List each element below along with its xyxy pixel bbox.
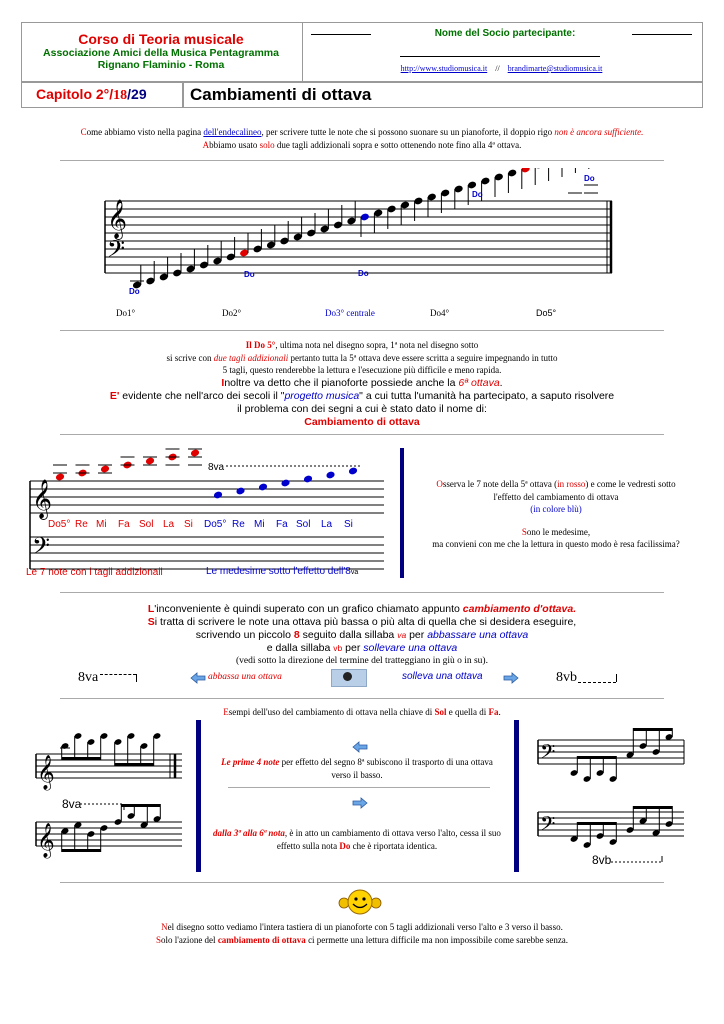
text: (in colore blù) bbox=[530, 504, 582, 514]
note-name: La bbox=[163, 519, 175, 530]
text: 5 tagli, questo renderebbe la lettura e l'esecuzione più difficile e meno rapida. bbox=[222, 365, 502, 375]
note-beam bbox=[62, 849, 101, 852]
example-caption-1 bbox=[212, 756, 502, 781]
ottava-alta-mark bbox=[78, 670, 98, 686]
divider bbox=[60, 698, 664, 699]
emphasis: vb bbox=[333, 643, 343, 653]
note-name: Si bbox=[184, 519, 193, 530]
association-name: Associazione Amici della Musica Pentagramma bbox=[43, 47, 279, 59]
text: seguito dalla sillaba bbox=[299, 629, 398, 641]
do-label: Do bbox=[358, 269, 369, 278]
text: per bbox=[342, 642, 364, 654]
emphasis: Le prime 4 note bbox=[221, 757, 280, 767]
emphasis: 8 bbox=[293, 629, 300, 641]
dropcap: L bbox=[147, 603, 155, 615]
note-beam bbox=[633, 806, 672, 809]
location: Rignano Flaminio - Roma bbox=[97, 59, 225, 71]
ottava-mark: 8va bbox=[62, 798, 82, 811]
ottava-dash bbox=[100, 674, 136, 675]
blue-note bbox=[348, 467, 358, 476]
emphasis: in rosso bbox=[557, 479, 586, 489]
member-label: Nome del Socio partecipante: bbox=[434, 28, 576, 39]
text: noltre va detto che il pianoforte possiede anche la bbox=[224, 376, 459, 389]
text: pertanto tutta la 5ª ottava deve essere scritta a seguire impegnando in tutto bbox=[288, 352, 558, 363]
chapter-page: 18 bbox=[113, 88, 128, 103]
arrow-left-icon bbox=[352, 741, 368, 753]
octave-label: Do2° bbox=[222, 308, 242, 318]
divider bbox=[60, 592, 664, 593]
endecalineo-link[interactable]: dell'endecalineo bbox=[203, 127, 262, 137]
blue-note bbox=[258, 483, 268, 492]
side-note bbox=[408, 478, 704, 551]
header-links bbox=[302, 64, 701, 73]
text: olo l'azione del bbox=[160, 935, 218, 945]
note-name: Re bbox=[75, 519, 88, 530]
dropcap: O bbox=[436, 479, 443, 489]
note-name: Mi bbox=[254, 519, 265, 530]
example-bar-right bbox=[514, 720, 519, 872]
red-notes bbox=[53, 449, 202, 482]
treble-clef-icon: 𝄞 bbox=[37, 824, 55, 857]
bass-example-1 bbox=[534, 728, 694, 790]
emphasis: Fa bbox=[488, 707, 499, 717]
para2 bbox=[20, 339, 704, 429]
member-name-line bbox=[400, 56, 600, 57]
section-title: Cambiamento di ottava bbox=[304, 415, 420, 428]
treble-example-2 bbox=[32, 798, 192, 868]
emphasis: non è ancora sufficiente. bbox=[554, 127, 644, 137]
ottava-dash bbox=[578, 682, 616, 683]
blue-note bbox=[325, 471, 335, 480]
text: , è in atto un cambiamento di ottava verso l'alto, cessa il suo effetto sulla nota bbox=[276, 828, 501, 851]
text: per effetto del segno 8ª subiscono il trasporto di una ottava verso il basso. bbox=[279, 757, 493, 780]
dropcap: I bbox=[221, 376, 225, 389]
text: l'effetto del cambiamento di ottava bbox=[493, 491, 619, 502]
do-label: Do bbox=[244, 270, 255, 279]
arrow-right-icon bbox=[503, 672, 519, 684]
emphasis: solo bbox=[259, 140, 275, 150]
note-name: Mi bbox=[96, 519, 107, 530]
caption-sup: va bbox=[350, 569, 359, 576]
arrow-right-label: solleva una ottava bbox=[402, 671, 483, 682]
website-link[interactable]: http://www.studiomusica.it bbox=[400, 64, 488, 73]
email-link[interactable]: brandimarte@studiomusica.it bbox=[507, 64, 603, 73]
dropcap: E bbox=[223, 707, 229, 717]
red-note bbox=[100, 465, 110, 474]
note-beam bbox=[577, 822, 616, 825]
text: . bbox=[499, 376, 503, 389]
note-name: Do5° bbox=[204, 519, 227, 530]
text: e quella di bbox=[446, 707, 489, 717]
text: si scrive con bbox=[166, 352, 214, 363]
ottava-mark: 8va bbox=[208, 462, 225, 473]
para3 bbox=[20, 603, 704, 668]
blue-note bbox=[235, 487, 245, 496]
chapter-title: Cambiamenti di ottava bbox=[190, 85, 372, 104]
text: due tagli addizionali sopra e sotto ottenendo note fino alla 4ª ottava. bbox=[274, 140, 522, 150]
examples-heading bbox=[20, 707, 704, 717]
emphasis: cambiamento di ottava bbox=[217, 935, 306, 945]
course-title: Corso di Teoria musicale bbox=[78, 31, 244, 47]
mouse-glyph bbox=[343, 672, 352, 681]
header-rule-right bbox=[632, 34, 692, 35]
legend-row bbox=[0, 668, 724, 692]
blue-note bbox=[213, 491, 223, 500]
chapter-prefix: Capitolo 2°/ bbox=[36, 86, 114, 102]
emphasis: va bbox=[397, 630, 407, 640]
footer-text bbox=[20, 921, 704, 947]
header-rule-left bbox=[311, 34, 371, 35]
dropcap: E' bbox=[109, 389, 120, 402]
caption-blue bbox=[206, 566, 358, 577]
example-bar-left bbox=[196, 720, 201, 872]
red-note bbox=[55, 473, 65, 482]
link-separator: // bbox=[495, 64, 500, 73]
octave-label: Do4° bbox=[430, 308, 450, 318]
emphasis: dalla 3ª alla 6ª nota bbox=[213, 828, 285, 838]
ottava-tick bbox=[616, 674, 617, 682]
arrow-right-icon bbox=[352, 797, 368, 809]
note-name: Sol bbox=[296, 519, 311, 530]
side-bar bbox=[400, 448, 404, 578]
divider bbox=[60, 882, 664, 883]
text: sserva le 7 note della 5ª ottava ( bbox=[442, 479, 558, 489]
dropcap: S bbox=[521, 526, 527, 537]
text: " a cui tutta l'umanità ha partecipato, a saputo risolvere bbox=[359, 389, 615, 402]
octave-label: Do5° bbox=[536, 308, 557, 318]
note-name: Fa bbox=[276, 519, 288, 530]
note-name: Re bbox=[232, 519, 245, 530]
chapter-total: /29 bbox=[127, 86, 147, 102]
intro-text bbox=[20, 126, 704, 152]
text: evidente che nell'arco dei secoli il " bbox=[119, 389, 285, 402]
text: ) e come le vedresti sotto bbox=[585, 479, 676, 489]
do-label: Do bbox=[584, 174, 595, 183]
divider bbox=[60, 330, 664, 331]
note-name: Fa bbox=[118, 519, 130, 530]
note-beam bbox=[633, 728, 672, 731]
treble-clef-icon: 𝄞 bbox=[107, 200, 128, 238]
emphasis: Sol bbox=[434, 707, 447, 717]
dropcap: C bbox=[80, 127, 87, 137]
divider bbox=[228, 787, 490, 788]
emphasis: progetto musica bbox=[284, 389, 360, 402]
do-label: Do bbox=[129, 287, 140, 296]
text: i tratta di scrivere le note una ottava più bassa o più alta di quella che si desidera eseguire, bbox=[154, 616, 577, 628]
note-name: La bbox=[321, 519, 333, 530]
octave-label: Do1° bbox=[116, 308, 136, 318]
text: , per scrivere tutte le note che si possono suonare su un pianoforte, il doppio rigo bbox=[261, 127, 555, 137]
bass-clef-icon: 𝄢 bbox=[32, 533, 51, 564]
text: e dalla sillaba bbox=[266, 642, 334, 654]
dropcap: S bbox=[155, 935, 161, 945]
note-name: Sol bbox=[139, 519, 154, 530]
text: sempi dell'uso del cambiamento di ottava nella chiave di bbox=[228, 707, 435, 717]
caption-red: Le 7 note con i tagli addizionali bbox=[26, 567, 163, 578]
dropcap: S bbox=[147, 616, 155, 628]
grand-staff-diagram bbox=[100, 168, 620, 303]
divider bbox=[60, 160, 664, 161]
arrow-left-icon bbox=[190, 672, 206, 684]
text: ma convieni con me che la lettura in questo modo è resa facilissima? bbox=[432, 539, 680, 549]
highlight: Il Do 5° bbox=[245, 340, 276, 350]
text: . bbox=[498, 707, 501, 717]
emphasis: due tagli addizionali bbox=[213, 352, 289, 363]
text: bbiamo usato bbox=[209, 140, 260, 150]
text: ono le medesime, bbox=[526, 526, 591, 537]
red-note bbox=[190, 449, 200, 458]
bass-example-2 bbox=[534, 800, 694, 890]
bass-clef-icon: 𝄢 bbox=[540, 813, 556, 840]
caption-text: Le medesime sotto l'effetto dell'8 bbox=[206, 566, 351, 577]
mark-text: 8va bbox=[78, 670, 99, 685]
treble-example-1 bbox=[32, 724, 192, 794]
text: il problema con dei segni a cui è stato dato il nome di: bbox=[237, 402, 487, 415]
example-caption-2 bbox=[206, 827, 508, 852]
text: (vedi sotto la direzione del termine del tratteggiano in giù o in su). bbox=[236, 656, 488, 666]
scale-notes bbox=[132, 168, 611, 289]
mark-text: 8vb bbox=[556, 670, 577, 685]
ottava-mark: 8vb bbox=[592, 853, 612, 867]
treble-clef-icon: 𝄞 bbox=[37, 756, 55, 789]
emphasis: cambiamento d'ottava. bbox=[462, 603, 577, 615]
dropcap: N bbox=[161, 922, 168, 932]
note-beam bbox=[121, 804, 160, 807]
note-name: Si bbox=[344, 519, 353, 530]
dropcap: A bbox=[202, 140, 210, 150]
red-note bbox=[145, 457, 155, 466]
text: , ultima nota nel disegno sopra, 1ª nota nel disegno sotto bbox=[275, 340, 479, 350]
blue-note bbox=[280, 479, 290, 488]
blue-notes bbox=[213, 467, 358, 500]
arrow-left-label: abbassa una ottava bbox=[208, 672, 282, 682]
octave-comparison-diagram bbox=[22, 448, 392, 583]
emphasis: abbassare una ottava bbox=[427, 629, 529, 641]
treble-clef-icon: 𝄞 bbox=[32, 480, 53, 518]
emphasis: Do bbox=[339, 840, 351, 851]
blue-note bbox=[303, 475, 313, 484]
text: scrivendo un piccolo bbox=[195, 629, 294, 641]
do-label: Do bbox=[472, 190, 483, 199]
octave-label: Do3° centrale bbox=[325, 308, 375, 318]
bass-clef-icon: 𝄢 bbox=[107, 236, 126, 267]
note-name: Do5° bbox=[48, 519, 71, 530]
text: ci permette una lettura difficile ma non impossibile come sarebbe senza. bbox=[305, 935, 569, 945]
divider bbox=[60, 434, 664, 435]
text: el disegno sotto vediamo l'intera tastiera di un pianoforte con 5 tagli addizionali verso l'alto e 3 verso il basso. bbox=[167, 922, 563, 932]
ottava-tick bbox=[136, 674, 137, 682]
text: per bbox=[406, 629, 428, 641]
emphasis: 6ª ottava bbox=[458, 376, 500, 389]
text: ome abbiamo visto nella pagina bbox=[86, 127, 204, 137]
header-titles bbox=[21, 31, 301, 71]
note-beam bbox=[115, 763, 154, 766]
text: 'inconveniente è quindi superato con un grafico chiamato appunto bbox=[154, 603, 463, 615]
emphasis: sollevare una ottava bbox=[363, 642, 458, 654]
ottava-bassa-mark bbox=[556, 670, 577, 686]
bass-clef-icon: 𝄢 bbox=[540, 741, 556, 768]
chapter-number bbox=[36, 86, 147, 104]
text: che è riportata identica. bbox=[350, 840, 438, 851]
smiley-icon bbox=[335, 888, 385, 918]
note-beam bbox=[577, 756, 616, 759]
note-beam bbox=[62, 757, 101, 760]
